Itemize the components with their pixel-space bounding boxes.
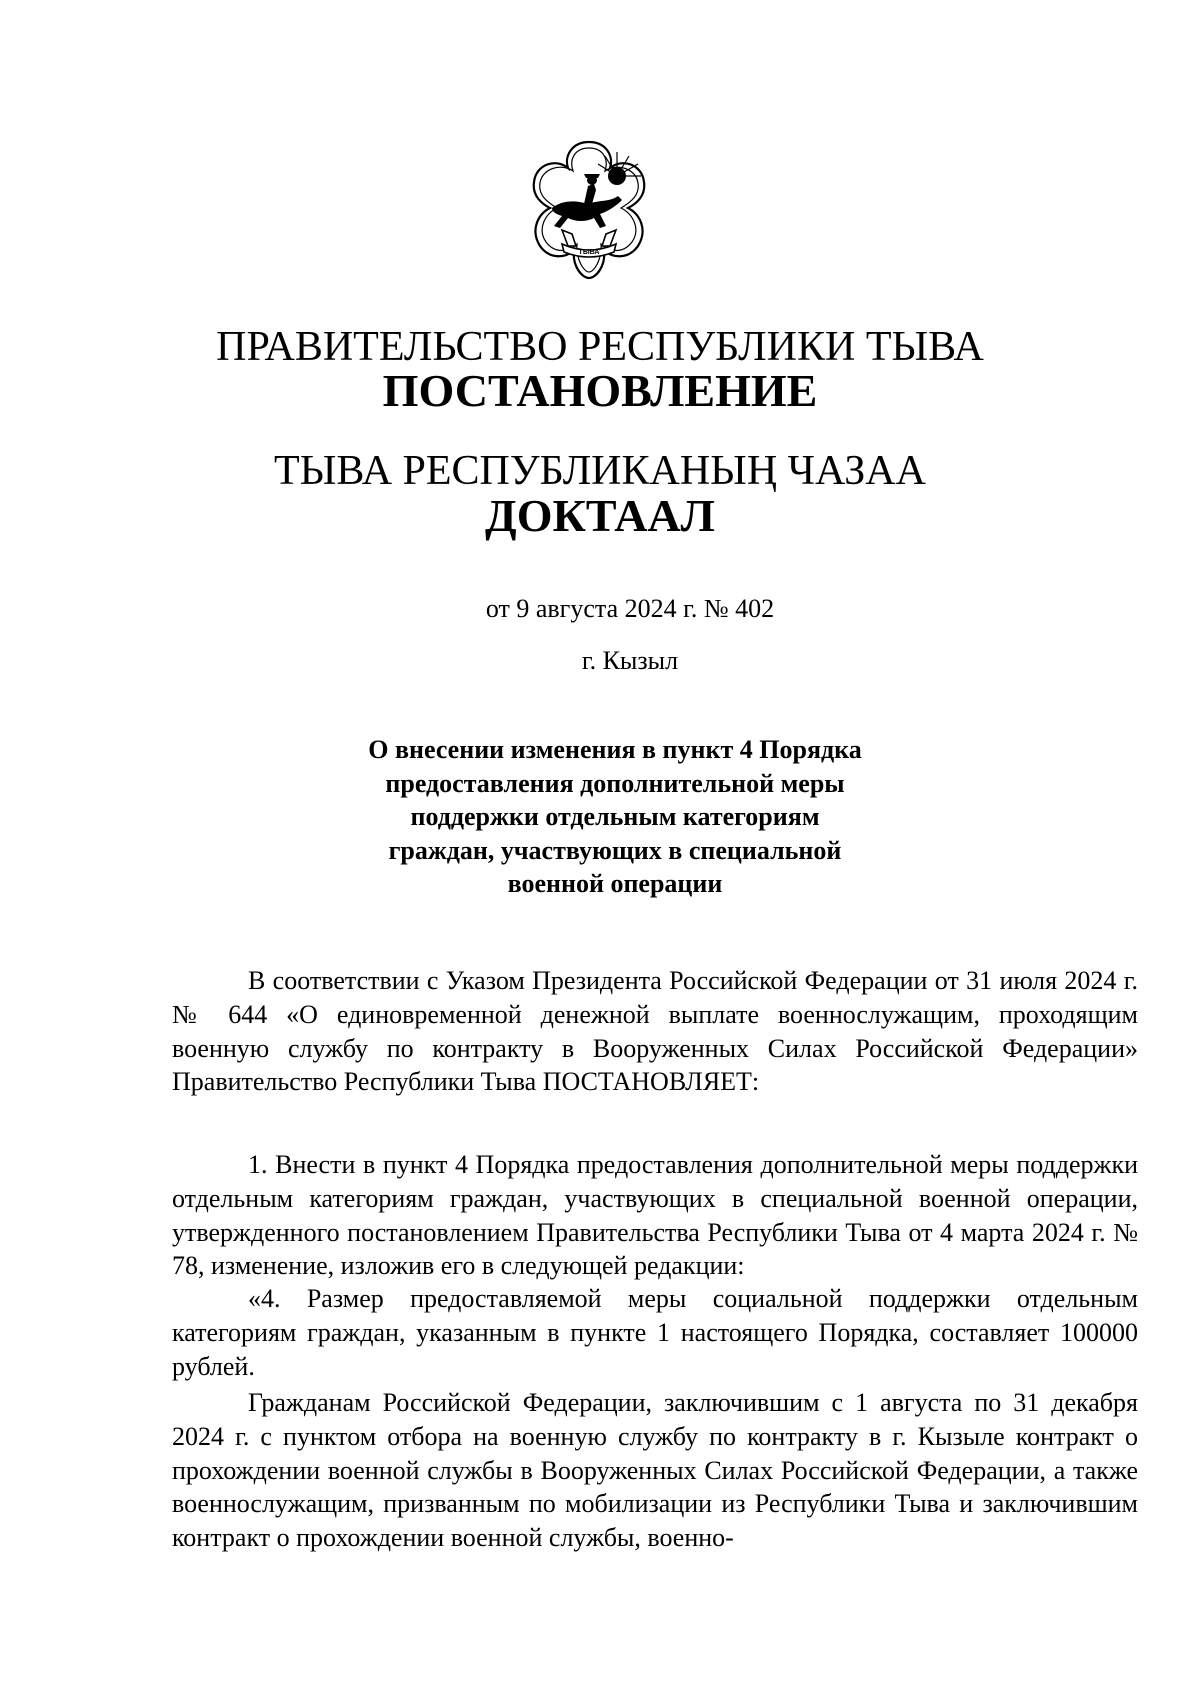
document-date-number: от 9 августа 2024 г. № 402	[485, 594, 775, 623]
item-4-paragraph: «4. Размер предоставляемой меры социальной поддержки отдельным категориям граждан, указанным в пункте 1 настоящего Порядка, составляет 100000 рублей.	[172, 1284, 1138, 1381]
tuva-coat-of-arms-icon	[514, 134, 664, 284]
item-1-section	[172, 1148, 1138, 1283]
subject-line: предоставления дополнительной меры	[385, 768, 845, 798]
emblem-label: ТЫВА	[578, 249, 600, 256]
document-type-russian: ПОСТАНОВЛЕНИЕ	[382, 365, 818, 416]
subject-line: граждан, участвующих в специальной	[388, 835, 842, 865]
paragraph-2-paragraph: Гражданам Российской Федерации, заключившим с 1 августа по 31 декабря 2024 г. с пунктом отбора на военную службу по контракту в г. Кызыле контракт о прохождении военной службы в Вооруженных Силах Российской Федерации, а также военнослужащим, призванным по мобилизации из Республики Тыва и заключившим контракт о прохождении военной службы, военно-	[172, 1388, 1138, 1553]
item-1-paragraph: 1. Внести в пункт 4 Порядка предоставления дополнительной меры поддержки отдельным категориям граждан, участвующих в специальной военной операции, утвержденного постановлением Правительства Республики Тыва от 4 марта 2024 г. № 78, изменение, изложив его в следующей редакции:	[172, 1150, 1138, 1281]
preamble-paragraph: В соответствии с Указом Президента Российской Федерации от 31 июля 2024 г. № 644 «О единовременной денежной выплате военнослужащим, проходящим военную службу по контракту в Вооруженных Силах Российской Федерации» Правительство Республики Тыва ПОСТАНОВЛЯЕТ:	[172, 966, 1138, 1097]
item-4-section	[172, 1282, 1138, 1383]
government-name-russian: ПРАВИТЕЛЬСТВО РЕСПУБЛИКИ ТЫВА	[216, 324, 984, 370]
subject-line: поддержки отдельным категориям	[410, 802, 820, 831]
document-type-tuvan: ДОКТААЛ	[485, 490, 715, 541]
document-city: г. Кызыл	[581, 646, 679, 675]
government-name-tuvan: ТЫВА РЕСПУБЛИКАНЫҢ ЧАЗАА	[274, 448, 926, 494]
paragraph-2-section	[172, 1386, 1138, 1555]
preamble-section	[172, 964, 1138, 1099]
subject-line: О внесении изменения в пункт 4 Порядка	[368, 735, 862, 764]
document-subject	[330, 733, 900, 901]
subject-line: военной операции	[507, 869, 723, 898]
